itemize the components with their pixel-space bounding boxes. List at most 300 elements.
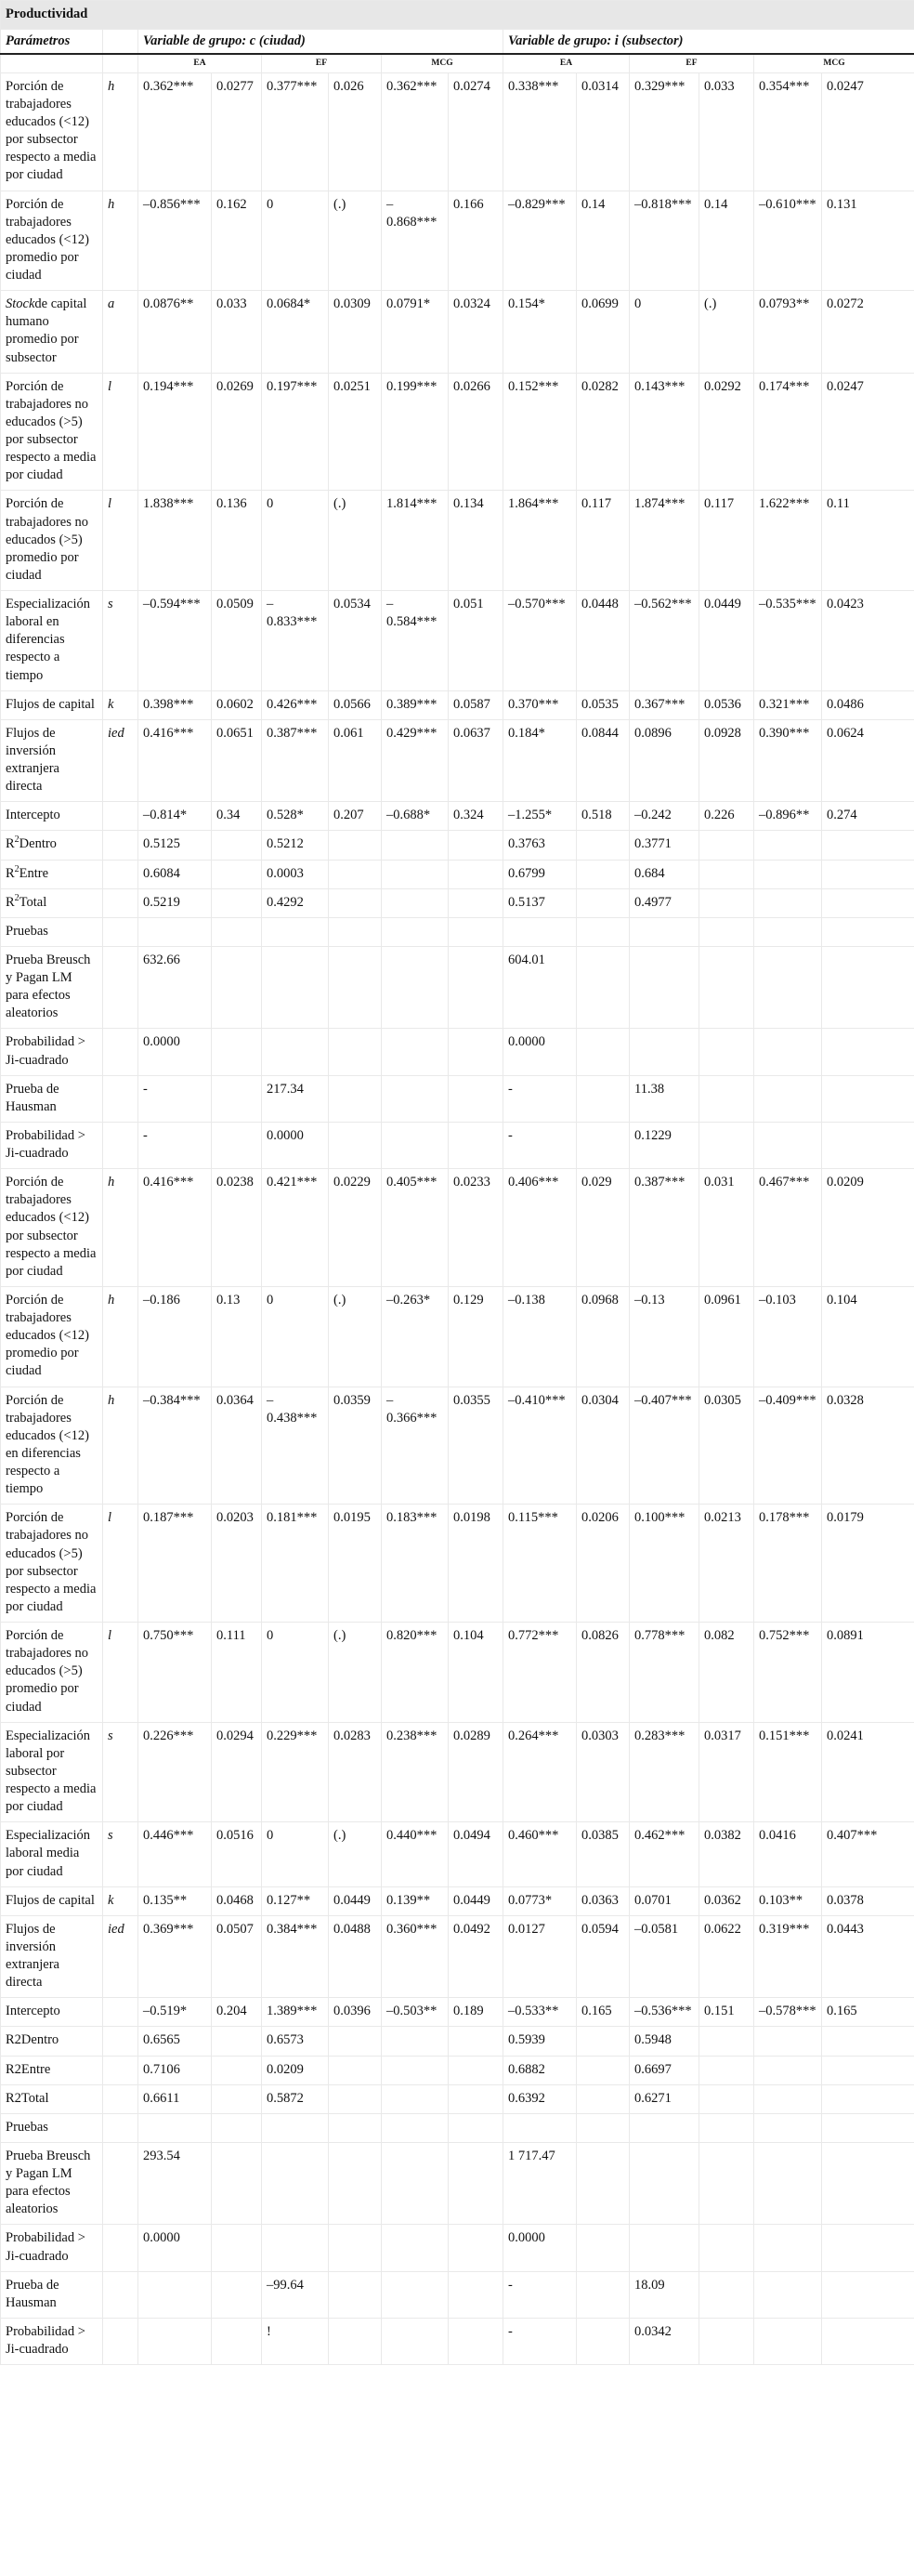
std-error-cell: 0.14 (577, 191, 630, 291)
std-error-cell: 0.0566 (329, 690, 382, 719)
coefficient-cell: 1.389*** (262, 1998, 329, 2027)
row-label-text: Porción de trabajadores educados (<12) en diferencias respecto a tiempo (6, 1392, 89, 1497)
table-row (1, 1075, 914, 1122)
std-error-cell: 0.0594 (577, 1915, 630, 1998)
var-symbol-header (103, 30, 138, 55)
std-error-cell: 0.0364 (212, 1387, 262, 1505)
coefficient-cell: 0.329*** (630, 72, 699, 191)
coefficient-cell: 0.390*** (754, 719, 822, 802)
coefficient-cell: 0.684 (630, 860, 699, 888)
table-row (1, 1122, 914, 1168)
coefficient-cell: 0.354*** (754, 72, 822, 191)
std-error-cell (449, 2084, 503, 2113)
coefficient-cell (754, 2027, 822, 2056)
std-error-cell: 0.061 (329, 719, 382, 802)
row-label-text: Especialización laboral media por ciudad (6, 1828, 90, 1879)
coefficient-cell: 0.0000 (262, 1122, 329, 1168)
variable-symbol (103, 2318, 138, 2364)
std-error-cell: 0.0968 (577, 1286, 630, 1387)
std-error-cell (822, 2271, 914, 2318)
coefficient-cell: 0.229*** (262, 1722, 329, 1822)
std-error-cell (577, 831, 630, 860)
table-row (1, 2056, 914, 2084)
coefficient-cell: –0.688* (382, 802, 449, 831)
coefficient-cell: –0.584*** (382, 591, 449, 691)
coefficient-cell: - (503, 1075, 577, 1122)
std-error-cell: 0.136 (212, 491, 262, 591)
std-error-cell (212, 1029, 262, 1075)
std-error-cell: 0.0238 (212, 1169, 262, 1287)
row-label-text: Pruebas (6, 2119, 48, 2135)
std-error-cell: 0.134 (449, 491, 503, 591)
std-error-cell (329, 2084, 382, 2113)
coefficient-cell (382, 1075, 449, 1122)
row-label (1, 2056, 103, 2084)
coefficient-cell: 0.377*** (262, 72, 329, 191)
std-error-cell (699, 2225, 754, 2271)
std-error-cell: 0.031 (699, 1169, 754, 1287)
std-error-cell: 0.111 (212, 1623, 262, 1723)
coefficient-cell: 0.6882 (503, 2056, 577, 2084)
std-error-cell (577, 2056, 630, 2084)
variable-symbol: l (103, 1623, 138, 1723)
coefficient-cell: 0.283*** (630, 1722, 699, 1822)
table-row (1, 2027, 914, 2056)
coefficient-cell: –1.255* (503, 802, 577, 831)
coefficient-cell: –0.578*** (754, 1998, 822, 2027)
table-row (1, 291, 914, 374)
coefficient-cell (138, 2318, 212, 2364)
std-error-cell (212, 888, 262, 917)
coefficient-cell: –0.503** (382, 1998, 449, 2027)
std-error-cell: 0.0891 (822, 1623, 914, 1723)
row-label (1, 591, 103, 691)
coefficient-cell: 0.0127 (503, 1915, 577, 1998)
coefficient-cell (503, 2113, 577, 2142)
coefficient-cell: 0.5125 (138, 831, 212, 860)
coefficient-cell: 0.197*** (262, 373, 329, 491)
row-label-text: Intercepto (6, 808, 60, 823)
std-error-cell: 0.0516 (212, 1822, 262, 1886)
std-error-cell: 0.0651 (212, 719, 262, 802)
row-label-text: Porción de trabajadores educados (<12) promedio por ciudad (6, 1292, 89, 1379)
group-c-header: Variable de grupo: c (ciudad) (138, 30, 503, 55)
coefficient-cell: 0.405*** (382, 1169, 449, 1287)
std-error-cell: 0.117 (699, 491, 754, 591)
std-error-cell: 0.0536 (699, 690, 754, 719)
row-label-text: Porción de trabajadores no educados (>5) promedio por ciudad (6, 1628, 88, 1715)
variable-symbol (103, 831, 138, 860)
std-error-cell: 0.0396 (329, 1998, 382, 2027)
table-row (1, 831, 914, 860)
coefficient-cell: 0 (262, 1286, 329, 1387)
coefficient-cell: 0.387*** (262, 719, 329, 802)
variable-symbol (103, 888, 138, 917)
coefficient-cell (754, 946, 822, 1029)
std-error-cell: 0.0359 (329, 1387, 382, 1505)
std-error-cell (329, 946, 382, 1029)
std-error-cell (699, 2084, 754, 2113)
coefficient-cell (138, 917, 212, 946)
std-error-cell: 0.274 (822, 802, 914, 831)
std-error-cell (822, 1122, 914, 1168)
row-label (1, 2113, 103, 2142)
row-label-text: Flujos de inversión extranjera directa (6, 1921, 59, 1991)
std-error-cell (577, 1029, 630, 1075)
std-error-cell: 0.151 (699, 1998, 754, 2027)
estimator-header-ef-i: EF (630, 54, 754, 72)
coefficient-cell: –0.610*** (754, 191, 822, 291)
std-error-cell (577, 946, 630, 1029)
std-error-cell: 0.0303 (577, 1722, 630, 1822)
table-row (1, 491, 914, 591)
estimator-header-mcg-c: MCG (382, 54, 503, 72)
coefficient-cell: –0.13 (630, 1286, 699, 1387)
coefficient-cell: –0.829*** (503, 191, 577, 291)
variable-symbol: s (103, 591, 138, 691)
std-error-cell (449, 2318, 503, 2364)
table-row (1, 1286, 914, 1387)
std-error-cell (212, 2142, 262, 2225)
table-row (1, 802, 914, 831)
std-error-cell (699, 831, 754, 860)
row-label-text: Intercepto (6, 2004, 60, 2019)
std-error-cell (699, 2056, 754, 2084)
coefficient-cell: 0.103** (754, 1886, 822, 1915)
std-error-cell (577, 2225, 630, 2271)
coefficient-cell (754, 2056, 822, 2084)
std-error-cell: 0.033 (699, 72, 754, 191)
coefficient-cell (262, 2113, 329, 2142)
variable-symbol: h (103, 72, 138, 191)
std-error-cell (449, 1122, 503, 1168)
coefficient-cell (630, 946, 699, 1029)
std-error-cell: 0.0587 (449, 690, 503, 719)
std-error-cell: 0.0314 (577, 72, 630, 191)
coefficient-cell: 0.820*** (382, 1623, 449, 1723)
std-error-cell: 0.029 (577, 1169, 630, 1287)
std-error-cell (699, 2142, 754, 2225)
std-error-cell (699, 946, 754, 1029)
std-error-cell: 0.207 (329, 802, 382, 831)
row-label-text: Porción de trabajadores no educados (>5) por subsector respecto a media por ciudad (6, 378, 97, 483)
table-title: Productividad (1, 1, 914, 30)
coefficient-cell: –0.868*** (382, 191, 449, 291)
std-error-cell: 0.129 (449, 1286, 503, 1387)
table-row (1, 917, 914, 946)
std-error-cell: 0.0535 (577, 690, 630, 719)
std-error-cell: 0.131 (822, 191, 914, 291)
coefficient-cell: 0.321*** (754, 690, 822, 719)
coefficient-cell: 0.199*** (382, 373, 449, 491)
coefficient-cell: 293.54 (138, 2142, 212, 2225)
std-error-cell (212, 2113, 262, 2142)
coefficient-cell (138, 2271, 212, 2318)
coefficient-cell: 0.752*** (754, 1623, 822, 1723)
std-error-cell: 0.0289 (449, 1722, 503, 1822)
coefficient-cell: 0.143*** (630, 373, 699, 491)
coefficient-cell: 0.184* (503, 719, 577, 802)
coefficient-cell: 0.370*** (503, 690, 577, 719)
coefficient-cell: –0.833*** (262, 591, 329, 691)
coefficient-cell: –0.366*** (382, 1387, 449, 1505)
std-error-cell: 0.518 (577, 802, 630, 831)
r-squared-exponent: 2 (14, 835, 20, 846)
coefficient-cell: 0 (262, 491, 329, 591)
coefficient-cell: –0.263* (382, 1286, 449, 1387)
row-label (1, 690, 103, 719)
std-error-cell (449, 1029, 503, 1075)
coefficient-cell: 0.6697 (630, 2056, 699, 2084)
coefficient-cell: 0.778*** (630, 1623, 699, 1723)
coefficient-cell: –0.814* (138, 802, 212, 831)
coefficient-cell (754, 1122, 822, 1168)
row-label (1, 2027, 103, 2056)
coefficient-cell: - (503, 2318, 577, 2364)
coefficient-cell: 0.0000 (138, 1029, 212, 1075)
std-error-cell: 0.204 (212, 1998, 262, 2027)
std-error-cell (577, 2027, 630, 2056)
row-label-text: Porción de trabajadores no educados (>5) promedio por ciudad (6, 496, 88, 583)
std-error-cell (699, 1029, 754, 1075)
r-squared-exponent: 2 (14, 892, 20, 903)
table-row (1, 1822, 914, 1886)
std-error-cell: 0.0699 (577, 291, 630, 374)
coefficient-cell: 0.139** (382, 1886, 449, 1915)
table-row (1, 1998, 914, 2027)
std-error-cell: 0.0328 (822, 1387, 914, 1505)
coefficient-cell: 0.5939 (503, 2027, 577, 2056)
coefficient-cell: 0.429*** (382, 719, 449, 802)
coefficient-cell (754, 2318, 822, 2364)
variable-symbol (103, 802, 138, 831)
std-error-cell (329, 2318, 382, 2364)
coefficient-cell (754, 2271, 822, 2318)
variable-symbol: s (103, 1822, 138, 1886)
std-error-cell (822, 946, 914, 1029)
row-label-text: Porción de trabajadores educados (<12) por subsector respecto a media por ciudad (6, 78, 97, 183)
coefficient-cell: 0.446*** (138, 1822, 212, 1886)
estimator-header-ea-c: EA (138, 54, 262, 72)
variable-symbol (103, 2056, 138, 2084)
coefficient-cell (382, 2225, 449, 2271)
std-error-cell (449, 2113, 503, 2142)
table-row (1, 1722, 914, 1822)
std-error-cell: 0.0622 (699, 1915, 754, 1998)
std-error-cell (822, 831, 914, 860)
empty-header-cell (1, 54, 103, 72)
row-label (1, 1122, 103, 1168)
variable-symbol (103, 1075, 138, 1122)
coefficient-cell: –0.594*** (138, 591, 212, 691)
coefficient-cell: 0.416*** (138, 1169, 212, 1287)
std-error-cell: 0.0209 (822, 1169, 914, 1287)
row-label-text: Especialización laboral en diferencias respecto a tiempo (6, 597, 90, 683)
row-label-text: Porción de trabajadores educados (<12) por subsector respecto a media por ciudad (6, 1175, 97, 1279)
row-label (1, 1505, 103, 1623)
row-label-text: Total (19, 894, 47, 910)
coefficient-cell: 0.5948 (630, 2027, 699, 2056)
row-label-text: de capital humano promedio por subsector (6, 296, 87, 365)
std-error-cell: 0.0213 (699, 1505, 754, 1623)
coefficient-cell: 0.467*** (754, 1169, 822, 1287)
coefficient-cell: –0.186 (138, 1286, 212, 1387)
row-label (1, 2142, 103, 2225)
empty-header-cell (103, 54, 138, 72)
coefficient-cell: 0 (630, 291, 699, 374)
coefficient-cell: –0.535*** (754, 591, 822, 691)
std-error-cell: 0.0363 (577, 1886, 630, 1915)
coefficient-cell: 632.66 (138, 946, 212, 1029)
std-error-cell (822, 2027, 914, 2056)
coefficient-cell: 0.154* (503, 291, 577, 374)
std-error-cell (449, 2027, 503, 2056)
row-label (1, 1822, 103, 1886)
std-error-cell (822, 1029, 914, 1075)
std-error-cell: 0.051 (449, 591, 503, 691)
coefficient-cell (382, 2113, 449, 2142)
coefficient-cell: 0.0773* (503, 1886, 577, 1915)
coefficient-cell: 0.369*** (138, 1915, 212, 1998)
coefficient-cell: 0.183*** (382, 1505, 449, 1623)
coefficient-cell: 0.362*** (382, 72, 449, 191)
coefficient-cell: 0.6799 (503, 860, 577, 888)
std-error-cell (212, 917, 262, 946)
variable-symbol (103, 2271, 138, 2318)
coefficient-cell: –0.242 (630, 802, 699, 831)
variable-symbol (103, 2084, 138, 2113)
std-error-cell: 0.0624 (822, 719, 914, 802)
coefficient-cell: 0.115*** (503, 1505, 577, 1623)
std-error-cell: 0.0292 (699, 373, 754, 491)
coefficient-cell: 0.174*** (754, 373, 822, 491)
coefficient-cell: ! (262, 2318, 329, 2364)
std-error-cell (822, 917, 914, 946)
coefficient-cell: 0.151*** (754, 1722, 822, 1822)
std-error-cell: (.) (329, 491, 382, 591)
coefficient-cell: 0.3763 (503, 831, 577, 860)
coefficient-cell (382, 2027, 449, 2056)
variable-symbol: ied (103, 719, 138, 802)
coefficient-cell: - (138, 1122, 212, 1168)
std-error-cell (577, 888, 630, 917)
variable-symbol (103, 1029, 138, 1075)
std-error-cell: 0.0305 (699, 1387, 754, 1505)
variable-symbol: l (103, 373, 138, 491)
coefficient-cell: 604.01 (503, 946, 577, 1029)
std-error-cell: 0.0378 (822, 1886, 914, 1915)
std-error-cell: 0.082 (699, 1623, 754, 1723)
coefficient-cell: 0.360*** (382, 1915, 449, 1998)
table-row (1, 191, 914, 291)
row-label (1, 831, 103, 860)
coefficient-cell: 0.367*** (630, 690, 699, 719)
coefficient-cell: 0.0342 (630, 2318, 699, 2364)
coefficient-cell: 1.622*** (754, 491, 822, 591)
std-error-cell: (.) (699, 291, 754, 374)
variable-symbol (103, 1122, 138, 1168)
coefficient-cell: 0.0896 (630, 719, 699, 802)
variable-symbol (103, 946, 138, 1029)
coefficient-cell: –0.438*** (262, 1387, 329, 1505)
std-error-cell: (.) (329, 1623, 382, 1723)
std-error-cell (449, 2271, 503, 2318)
coefficient-cell (382, 860, 449, 888)
coefficient-cell: –0.409*** (754, 1387, 822, 1505)
coefficient-cell (382, 888, 449, 917)
row-label (1, 946, 103, 1029)
table-row (1, 888, 914, 917)
std-error-cell: 0.0443 (822, 1915, 914, 1998)
std-error-cell: 0.0468 (212, 1886, 262, 1915)
row-label-text: Flujos de capital (6, 1892, 95, 1908)
variable-symbol: l (103, 491, 138, 591)
coefficient-cell: 0.135** (138, 1886, 212, 1915)
coefficient-cell: 0.0701 (630, 1886, 699, 1915)
coefficient-cell: 0.5219 (138, 888, 212, 917)
table-row (1, 591, 914, 691)
row-label-emphasis: Stock (6, 296, 35, 312)
std-error-cell: 0.0317 (699, 1722, 754, 1822)
std-error-cell: 0.0961 (699, 1286, 754, 1387)
std-error-cell (212, 2225, 262, 2271)
std-error-cell: 0.0844 (577, 719, 630, 802)
std-error-cell (577, 2113, 630, 2142)
coefficient-cell (382, 2084, 449, 2113)
coefficient-cell (262, 1029, 329, 1075)
coefficient-cell (754, 1075, 822, 1122)
std-error-cell (699, 888, 754, 917)
variable-symbol (103, 2142, 138, 2225)
row-label (1, 1075, 103, 1122)
coefficient-cell: 0.187*** (138, 1505, 212, 1623)
coefficient-cell: 11.38 (630, 1075, 699, 1122)
coefficient-cell (754, 2142, 822, 2225)
coefficient-cell: –0.410*** (503, 1387, 577, 1505)
row-label (1, 2084, 103, 2113)
std-error-cell: (.) (329, 191, 382, 291)
coefficient-cell: 0.0684* (262, 291, 329, 374)
std-error-cell: 0.0507 (212, 1915, 262, 1998)
std-error-cell: 0.104 (449, 1623, 503, 1723)
std-error-cell: 0.324 (449, 802, 503, 831)
estimator-header-ef-c: EF (262, 54, 382, 72)
coefficient-cell: 0.460*** (503, 1822, 577, 1886)
coefficient-cell: 0.440*** (382, 1822, 449, 1886)
coefficient-cell: - (138, 1075, 212, 1122)
std-error-cell (449, 888, 503, 917)
coefficient-cell: 0 (262, 191, 329, 291)
row-label-text: Probabilidad > Ji-cuadrado (6, 1034, 85, 1068)
coefficient-cell: –0.103 (754, 1286, 822, 1387)
table-row (1, 1169, 914, 1287)
coefficient-cell: 0.462*** (630, 1822, 699, 1886)
std-error-cell (329, 2142, 382, 2225)
coefficient-cell: - (503, 2271, 577, 2318)
table-row (1, 690, 914, 719)
row-label (1, 1722, 103, 1822)
coefficient-cell: 0.0209 (262, 2056, 329, 2084)
coefficient-cell: –0.562*** (630, 591, 699, 691)
coefficient-cell (754, 2113, 822, 2142)
table-row (1, 860, 914, 888)
std-error-cell (822, 2084, 914, 2113)
std-error-cell: 0.0423 (822, 591, 914, 691)
std-error-cell (699, 860, 754, 888)
std-error-cell (329, 2271, 382, 2318)
std-error-cell: 0.0269 (212, 373, 262, 491)
coefficient-cell: –0.818*** (630, 191, 699, 291)
